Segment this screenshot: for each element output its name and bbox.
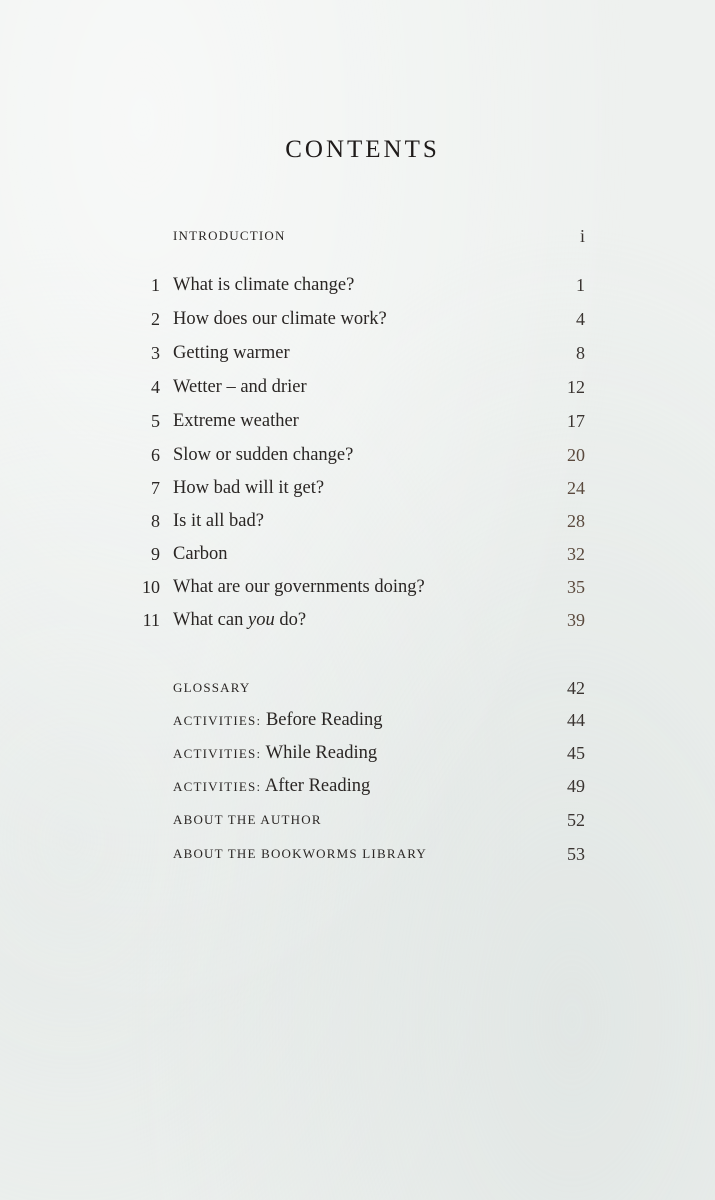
chapter-page: 4 (576, 309, 585, 329)
chapter-number: 6 (151, 445, 160, 465)
toc-entry-page: 42 (567, 678, 585, 698)
chapter-title: How bad will it get? (173, 478, 325, 498)
toc-chapter-8[interactable] (130, 506, 585, 536)
chapter-page: 24 (567, 478, 585, 498)
toc-entry-page: 49 (567, 776, 585, 796)
toc-chapter-2[interactable] (130, 304, 585, 334)
chapter-number: 11 (142, 610, 160, 630)
toc-entry-page: 52 (567, 810, 585, 830)
chapter-number: 5 (151, 411, 160, 431)
chapter-number: 7 (151, 478, 160, 498)
toc-chapter-5[interactable] (130, 406, 585, 436)
chapter-number: 2 (151, 309, 160, 329)
toc-chapter-9[interactable] (130, 539, 585, 569)
chapter-page: 8 (576, 343, 585, 363)
toc-entry-page: 44 (567, 710, 585, 730)
chapter-page: 28 (567, 511, 585, 531)
toc-entry-label: INTRODUCTION (173, 228, 286, 243)
toc-entry-about-author[interactable] (130, 805, 585, 835)
toc-entry-label: GLOSSARY (173, 680, 251, 695)
chapter-title: Is it all bad? (173, 511, 264, 531)
chapter-number: 1 (151, 275, 160, 295)
toc-chapter-6[interactable] (130, 440, 585, 470)
toc-entry-label (173, 771, 370, 802)
toc-entry-label (173, 705, 383, 736)
chapter-title: Wetter – and drier (173, 377, 307, 397)
chapter-page: 32 (567, 544, 585, 564)
chapter-title: What are our governments doing? (173, 577, 425, 597)
chapter-page: 39 (567, 610, 585, 630)
toc-entry-glossary[interactable] (130, 673, 585, 703)
chapter-title: Extreme weather (173, 411, 299, 431)
toc-chapter-4[interactable] (130, 372, 585, 402)
toc-chapter-7[interactable] (130, 473, 585, 503)
chapter-page: 35 (567, 577, 585, 597)
chapter-title-end: do? (274, 610, 307, 630)
chapter-title: What is climate change? (173, 275, 355, 295)
toc-entry-activities-while[interactable] (130, 738, 585, 768)
toc-entry-suffix: While Reading (261, 743, 378, 763)
chapter-page: 1 (576, 275, 585, 295)
toc-entry-suffix: After Reading (261, 776, 371, 796)
toc-entry-suffix: Before Reading (261, 710, 383, 730)
chapter-number: 3 (151, 343, 160, 363)
toc-entry-prefix: ACTIVITIES: (173, 713, 262, 728)
toc-entry-prefix: ACTIVITIES: (173, 779, 262, 794)
toc-chapter-10[interactable] (130, 572, 585, 602)
toc-chapter-1[interactable] (130, 270, 585, 300)
chapter-number: 10 (142, 577, 160, 597)
toc-entry-prefix: ACTIVITIES: (173, 746, 262, 761)
chapter-title: Carbon (173, 544, 228, 564)
chapter-title: Slow or sudden change? (173, 445, 354, 465)
chapter-number: 9 (151, 544, 160, 564)
toc-entry-activities-after[interactable] (130, 771, 585, 801)
chapter-title (173, 605, 306, 635)
toc-entry-page: i (579, 226, 585, 246)
toc-chapter-11[interactable] (130, 605, 585, 635)
chapter-title: Getting warmer (173, 343, 290, 363)
chapter-title-emphasis: you (248, 610, 275, 630)
chapter-title: How does our climate work? (173, 309, 387, 329)
toc-chapter-3[interactable] (130, 338, 585, 368)
chapter-page: 20 (567, 445, 585, 465)
chapter-page: 17 (567, 411, 585, 431)
toc-entry-label: ABOUT THE BOOKWORMS LIBRARY (173, 846, 428, 861)
toc-entry-label: ABOUT THE AUTHOR (173, 812, 322, 827)
toc-entry-label (173, 738, 377, 769)
chapter-title-start: What can (173, 610, 248, 630)
toc-entry-about-library[interactable] (130, 839, 585, 869)
toc-entry-introduction[interactable] (130, 221, 585, 251)
toc-entry-activities-before[interactable] (130, 705, 585, 735)
toc-entry-page: 53 (567, 844, 585, 864)
chapter-number: 4 (151, 377, 160, 397)
chapter-number: 8 (151, 511, 160, 531)
page-title: CONTENTS (285, 136, 440, 163)
chapter-page: 12 (567, 377, 585, 397)
toc-entry-page: 45 (567, 743, 585, 763)
